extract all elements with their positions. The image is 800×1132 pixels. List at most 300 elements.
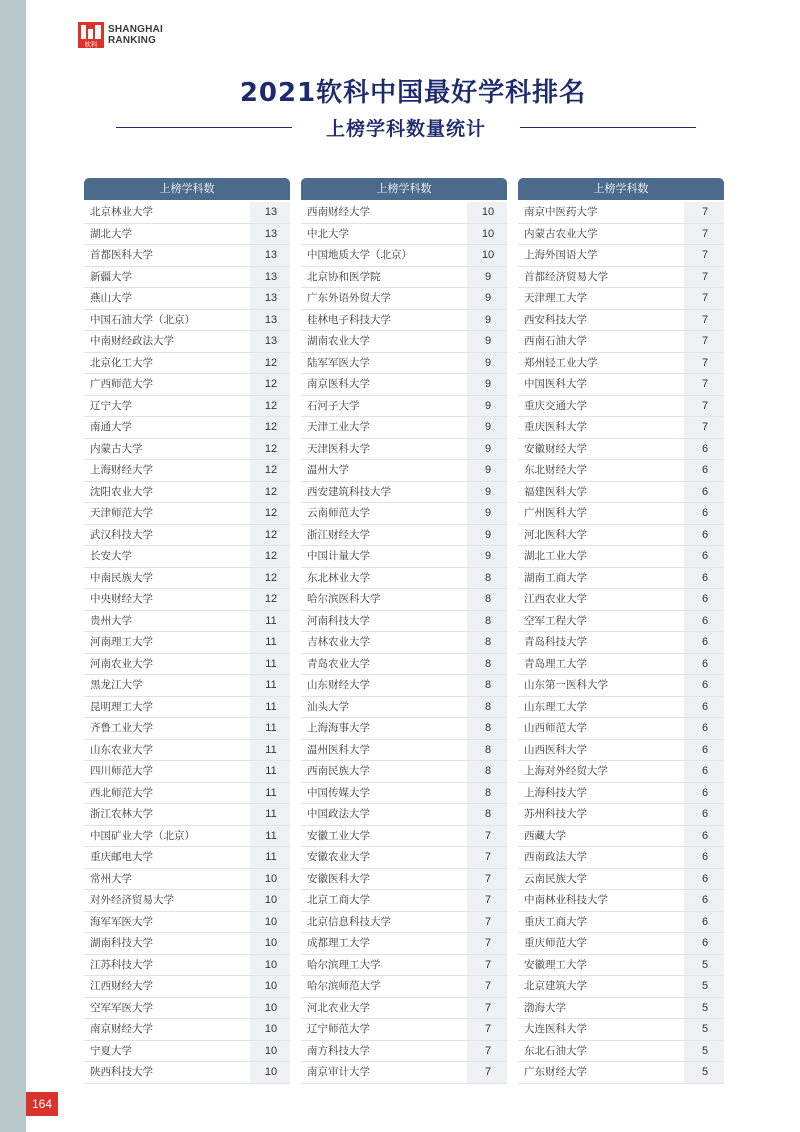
table-row xyxy=(518,525,724,547)
university-name: 重庆交通大学 xyxy=(518,396,684,417)
table-row xyxy=(84,568,290,590)
subject-count: 7 xyxy=(467,933,507,954)
subject-count: 8 xyxy=(467,589,507,610)
subject-count: 9 xyxy=(467,439,507,460)
university-name: 湖南农业大学 xyxy=(301,331,467,352)
university-name: 西北师范大学 xyxy=(84,783,250,804)
subject-count: 6 xyxy=(684,675,724,696)
university-name: 中南林业科技大学 xyxy=(518,890,684,911)
table-row xyxy=(301,697,507,719)
table-row xyxy=(84,890,290,912)
subject-count: 13 xyxy=(250,245,290,266)
subject-count: 9 xyxy=(467,417,507,438)
subject-count: 6 xyxy=(684,869,724,890)
subject-count: 13 xyxy=(250,267,290,288)
table-row xyxy=(518,675,724,697)
subject-count: 8 xyxy=(467,804,507,825)
subject-count: 10 xyxy=(467,245,507,266)
subject-count: 6 xyxy=(684,546,724,567)
table-row xyxy=(301,955,507,977)
university-name: 齐鲁工业大学 xyxy=(84,718,250,739)
university-name: 哈尔滨理工大学 xyxy=(301,955,467,976)
subject-count: 7 xyxy=(684,374,724,395)
university-name: 南方科技大学 xyxy=(301,1041,467,1062)
subject-count: 12 xyxy=(250,546,290,567)
table-row xyxy=(518,331,724,353)
university-name: 北京林业大学 xyxy=(84,202,250,223)
subject-count: 12 xyxy=(250,374,290,395)
university-name: 北京协和医学院 xyxy=(301,267,467,288)
university-name: 上海海事大学 xyxy=(301,718,467,739)
university-name: 江西农业大学 xyxy=(518,589,684,610)
university-name: 西南财经大学 xyxy=(301,202,467,223)
table-row xyxy=(301,288,507,310)
column-header: 上榜学科数 xyxy=(84,178,290,200)
subject-count: 6 xyxy=(684,611,724,632)
subject-count: 6 xyxy=(684,912,724,933)
subject-count: 5 xyxy=(684,1062,724,1083)
subject-count: 10 xyxy=(250,912,290,933)
table-row xyxy=(518,439,724,461)
subject-count: 5 xyxy=(684,998,724,1019)
subject-count: 10 xyxy=(467,202,507,223)
subject-count: 12 xyxy=(250,439,290,460)
university-name: 海军军医大学 xyxy=(84,912,250,933)
table-row xyxy=(84,482,290,504)
university-name: 重庆工商大学 xyxy=(518,912,684,933)
table-row xyxy=(301,826,507,848)
university-name: 西藏大学 xyxy=(518,826,684,847)
university-name: 中南民族大学 xyxy=(84,568,250,589)
university-name: 安徽理工大学 xyxy=(518,955,684,976)
table-row xyxy=(84,654,290,676)
university-name: 浙江农林大学 xyxy=(84,804,250,825)
university-name: 中国医科大学 xyxy=(518,374,684,395)
university-name: 青岛理工大学 xyxy=(518,654,684,675)
subject-count: 7 xyxy=(684,224,724,245)
subject-count: 6 xyxy=(684,761,724,782)
table-row xyxy=(301,976,507,998)
rows-col-1 xyxy=(84,202,290,1084)
subject-count: 11 xyxy=(250,697,290,718)
university-name: 上海外国语大学 xyxy=(518,245,684,266)
table-row xyxy=(301,740,507,762)
subject-count: 10 xyxy=(250,1019,290,1040)
university-name: 山西医科大学 xyxy=(518,740,684,761)
university-name: 哈尔滨医科大学 xyxy=(301,589,467,610)
university-name: 温州医科大学 xyxy=(301,740,467,761)
table-row xyxy=(518,1019,724,1041)
table-row xyxy=(518,224,724,246)
subtitle-line-right xyxy=(520,127,696,128)
table-row xyxy=(84,460,290,482)
table-row xyxy=(84,998,290,1020)
logo-line2: RANKING xyxy=(108,35,157,46)
table-row xyxy=(518,1062,724,1084)
table-row xyxy=(84,869,290,891)
logo-line1: SHANGHAI xyxy=(108,24,163,35)
university-name: 河北医科大学 xyxy=(518,525,684,546)
university-name: 广东财经大学 xyxy=(518,1062,684,1083)
subject-count: 8 xyxy=(467,654,507,675)
table-row xyxy=(84,310,290,332)
university-name: 江西财经大学 xyxy=(84,976,250,997)
table-row xyxy=(518,869,724,891)
table-row xyxy=(301,546,507,568)
table-row xyxy=(518,417,724,439)
table-row xyxy=(301,654,507,676)
subject-count: 6 xyxy=(684,783,724,804)
subject-count: 12 xyxy=(250,589,290,610)
subject-count: 9 xyxy=(467,503,507,524)
university-name: 西南政法大学 xyxy=(518,847,684,868)
university-name: 沈阳农业大学 xyxy=(84,482,250,503)
table-row xyxy=(301,396,507,418)
subject-count: 6 xyxy=(684,847,724,868)
table-row xyxy=(301,912,507,934)
table-row xyxy=(84,632,290,654)
subject-count: 8 xyxy=(467,675,507,696)
university-name: 青岛科技大学 xyxy=(518,632,684,653)
subject-count: 7 xyxy=(684,288,724,309)
table-row xyxy=(84,202,290,224)
university-name: 河南科技大学 xyxy=(301,611,467,632)
table-row xyxy=(518,998,724,1020)
subject-count: 8 xyxy=(467,783,507,804)
university-name: 内蒙古大学 xyxy=(84,439,250,460)
table-row xyxy=(518,933,724,955)
table-row xyxy=(301,353,507,375)
university-name: 江苏科技大学 xyxy=(84,955,250,976)
subject-count: 7 xyxy=(684,202,724,223)
logo-text xyxy=(108,24,163,46)
subject-count: 10 xyxy=(250,869,290,890)
subject-count: 9 xyxy=(467,460,507,481)
university-name: 北京化工大学 xyxy=(84,353,250,374)
table-row xyxy=(301,460,507,482)
table-row xyxy=(301,1041,507,1063)
table-row xyxy=(518,783,724,805)
subject-count: 7 xyxy=(467,998,507,1019)
page-title: 2021软科中国最好学科排名 xyxy=(239,78,587,108)
table-row xyxy=(518,890,724,912)
university-name: 首都经济贸易大学 xyxy=(518,267,684,288)
subject-count: 10 xyxy=(250,933,290,954)
university-name: 北京工商大学 xyxy=(301,890,467,911)
table-row xyxy=(84,503,290,525)
subject-count: 12 xyxy=(250,482,290,503)
subject-count: 5 xyxy=(684,955,724,976)
university-name: 云南民族大学 xyxy=(518,869,684,890)
subject-count: 5 xyxy=(684,1019,724,1040)
subject-count: 6 xyxy=(684,439,724,460)
table-row xyxy=(301,632,507,654)
subject-count: 12 xyxy=(250,396,290,417)
university-name: 贵州大学 xyxy=(84,611,250,632)
subject-count: 7 xyxy=(467,1062,507,1083)
university-name: 对外经济贸易大学 xyxy=(84,890,250,911)
university-name: 山东财经大学 xyxy=(301,675,467,696)
table-row xyxy=(518,503,724,525)
university-name: 重庆邮电大学 xyxy=(84,847,250,868)
university-name: 北京信息科技大学 xyxy=(301,912,467,933)
table-row xyxy=(518,353,724,375)
university-name: 四川师范大学 xyxy=(84,761,250,782)
university-name: 天津师范大学 xyxy=(84,503,250,524)
subject-count: 6 xyxy=(684,482,724,503)
university-name: 中北大学 xyxy=(301,224,467,245)
table-row xyxy=(301,611,507,633)
table-row xyxy=(84,1062,290,1084)
subject-count: 6 xyxy=(684,632,724,653)
table-row xyxy=(301,675,507,697)
subject-count: 10 xyxy=(250,976,290,997)
subject-count: 12 xyxy=(250,460,290,481)
university-name: 山东农业大学 xyxy=(84,740,250,761)
table-row xyxy=(84,740,290,762)
university-name: 中国传媒大学 xyxy=(301,783,467,804)
table-row xyxy=(518,568,724,590)
table-row xyxy=(301,890,507,912)
university-name: 安徽农业大学 xyxy=(301,847,467,868)
table-column-3 xyxy=(518,178,724,1084)
university-name: 哈尔滨师范大学 xyxy=(301,976,467,997)
table-row xyxy=(518,976,724,998)
subject-count: 13 xyxy=(250,202,290,223)
table-row xyxy=(518,202,724,224)
subject-count: 11 xyxy=(250,632,290,653)
subject-count: 7 xyxy=(467,826,507,847)
table-column-1 xyxy=(84,178,290,1084)
subject-count: 10 xyxy=(467,224,507,245)
university-name: 辽宁师范大学 xyxy=(301,1019,467,1040)
university-name: 南京审计大学 xyxy=(301,1062,467,1083)
university-name: 重庆师范大学 xyxy=(518,933,684,954)
table-row xyxy=(84,955,290,977)
subject-count: 9 xyxy=(467,546,507,567)
subject-count: 7 xyxy=(467,847,507,868)
table-row xyxy=(84,697,290,719)
page-number: 164 xyxy=(26,1092,58,1116)
subject-count: 8 xyxy=(467,740,507,761)
university-name: 浙江财经大学 xyxy=(301,525,467,546)
table-row xyxy=(518,718,724,740)
university-name: 陆军军医大学 xyxy=(301,353,467,374)
university-name: 广东外语外贸大学 xyxy=(301,288,467,309)
subject-count: 7 xyxy=(467,890,507,911)
table-row xyxy=(301,525,507,547)
university-name: 南京医科大学 xyxy=(301,374,467,395)
university-name: 中国计量大学 xyxy=(301,546,467,567)
subject-count: 7 xyxy=(684,245,724,266)
subject-count: 8 xyxy=(467,568,507,589)
table-row xyxy=(518,310,724,332)
table-row xyxy=(84,224,290,246)
subject-count: 10 xyxy=(250,890,290,911)
table-row xyxy=(84,783,290,805)
table-row xyxy=(301,267,507,289)
table-row xyxy=(301,804,507,826)
subject-count: 10 xyxy=(250,998,290,1019)
table-row xyxy=(84,353,290,375)
page-subtitle: 上榜学科数量统计 xyxy=(325,118,486,140)
table-row xyxy=(518,1041,724,1063)
university-name: 长安大学 xyxy=(84,546,250,567)
table-row xyxy=(84,546,290,568)
subject-count: 12 xyxy=(250,503,290,524)
subject-count: 9 xyxy=(467,396,507,417)
subject-count: 7 xyxy=(467,869,507,890)
table-row xyxy=(518,697,724,719)
university-name: 苏州科技大学 xyxy=(518,804,684,825)
subject-count: 9 xyxy=(467,331,507,352)
table-row xyxy=(301,374,507,396)
subject-count: 11 xyxy=(250,718,290,739)
university-name: 山东理工大学 xyxy=(518,697,684,718)
university-name: 郑州轻工业大学 xyxy=(518,353,684,374)
subject-count: 8 xyxy=(467,632,507,653)
subject-count: 12 xyxy=(250,417,290,438)
university-name: 温州大学 xyxy=(301,460,467,481)
subject-count: 9 xyxy=(467,267,507,288)
university-name: 南京中医药大学 xyxy=(518,202,684,223)
university-name: 天津工业大学 xyxy=(301,417,467,438)
university-name: 东北林业大学 xyxy=(301,568,467,589)
subject-count: 9 xyxy=(467,353,507,374)
table-row xyxy=(84,525,290,547)
university-name: 安徽工业大学 xyxy=(301,826,467,847)
table-row xyxy=(518,826,724,848)
university-name: 安徽医科大学 xyxy=(301,869,467,890)
subject-count: 7 xyxy=(467,1019,507,1040)
university-name: 重庆医科大学 xyxy=(518,417,684,438)
subject-count: 7 xyxy=(467,912,507,933)
subject-count: 9 xyxy=(467,482,507,503)
subject-count: 13 xyxy=(250,288,290,309)
table-row xyxy=(84,374,290,396)
university-name: 内蒙古农业大学 xyxy=(518,224,684,245)
subject-count: 11 xyxy=(250,654,290,675)
subject-count: 11 xyxy=(250,783,290,804)
table-row xyxy=(301,417,507,439)
university-name: 常州大学 xyxy=(84,869,250,890)
university-name: 山西师范大学 xyxy=(518,718,684,739)
subject-count: 8 xyxy=(467,761,507,782)
subject-count: 11 xyxy=(250,826,290,847)
university-name: 中南财经政法大学 xyxy=(84,331,250,352)
university-name: 河北农业大学 xyxy=(301,998,467,1019)
table-row xyxy=(518,245,724,267)
rows-col-2 xyxy=(301,202,507,1084)
subject-count: 6 xyxy=(684,697,724,718)
subject-count: 6 xyxy=(684,740,724,761)
table-row xyxy=(301,224,507,246)
university-name: 上海财经大学 xyxy=(84,460,250,481)
rows-col-3 xyxy=(518,202,724,1084)
university-name: 湖北大学 xyxy=(84,224,250,245)
table-row xyxy=(84,804,290,826)
university-name: 黑龙江大学 xyxy=(84,675,250,696)
subtitle-line-left xyxy=(116,127,292,128)
table-row xyxy=(84,1041,290,1063)
university-name: 西南石油大学 xyxy=(518,331,684,352)
table-row xyxy=(518,804,724,826)
subject-count: 10 xyxy=(250,955,290,976)
table-row xyxy=(84,718,290,740)
subject-count: 6 xyxy=(684,525,724,546)
university-name: 渤海大学 xyxy=(518,998,684,1019)
table-row xyxy=(84,245,290,267)
university-name: 南京财经大学 xyxy=(84,1019,250,1040)
subtitle-row xyxy=(116,114,696,142)
university-name: 中国政法大学 xyxy=(301,804,467,825)
university-name: 湖北工业大学 xyxy=(518,546,684,567)
university-name: 河南理工大学 xyxy=(84,632,250,653)
subject-count: 8 xyxy=(467,611,507,632)
table-row xyxy=(301,310,507,332)
logo-mark-icon xyxy=(78,22,104,48)
table-row xyxy=(301,869,507,891)
university-name: 中国矿业大学（北京） xyxy=(84,826,250,847)
university-name: 天津理工大学 xyxy=(518,288,684,309)
table-row xyxy=(84,1019,290,1041)
table-row xyxy=(518,632,724,654)
logo-mark-text: 软科 xyxy=(84,40,98,48)
table-row xyxy=(301,589,507,611)
table-row xyxy=(301,998,507,1020)
subject-count: 7 xyxy=(684,353,724,374)
table-row xyxy=(84,417,290,439)
subject-count: 6 xyxy=(684,460,724,481)
subject-count: 12 xyxy=(250,568,290,589)
table-row xyxy=(518,611,724,633)
table-row xyxy=(518,912,724,934)
table-row xyxy=(84,396,290,418)
university-name: 辽宁大学 xyxy=(84,396,250,417)
subject-count: 5 xyxy=(684,1041,724,1062)
table-row xyxy=(518,374,724,396)
university-name: 石河子大学 xyxy=(301,396,467,417)
table-row xyxy=(84,826,290,848)
subject-count: 7 xyxy=(684,310,724,331)
subject-count: 13 xyxy=(250,224,290,245)
table-row xyxy=(84,288,290,310)
university-name: 福建医科大学 xyxy=(518,482,684,503)
table-row xyxy=(84,589,290,611)
university-name: 桂林电子科技大学 xyxy=(301,310,467,331)
column-header: 上榜学科数 xyxy=(518,178,724,200)
subject-count: 7 xyxy=(684,417,724,438)
table-row xyxy=(518,460,724,482)
university-name: 广州医科大学 xyxy=(518,503,684,524)
subject-count: 11 xyxy=(250,847,290,868)
subject-count: 10 xyxy=(250,1041,290,1062)
subject-count: 5 xyxy=(684,976,724,997)
subject-count: 12 xyxy=(250,353,290,374)
subject-count: 11 xyxy=(250,761,290,782)
subject-count: 11 xyxy=(250,611,290,632)
university-name: 中央财经大学 xyxy=(84,589,250,610)
table-row xyxy=(518,267,724,289)
subject-count: 9 xyxy=(467,288,507,309)
subject-count: 7 xyxy=(684,396,724,417)
table-row xyxy=(301,847,507,869)
subject-count: 6 xyxy=(684,503,724,524)
table-row xyxy=(84,976,290,998)
university-name: 中国石油大学（北京） xyxy=(84,310,250,331)
table-row xyxy=(518,546,724,568)
table-row xyxy=(84,933,290,955)
